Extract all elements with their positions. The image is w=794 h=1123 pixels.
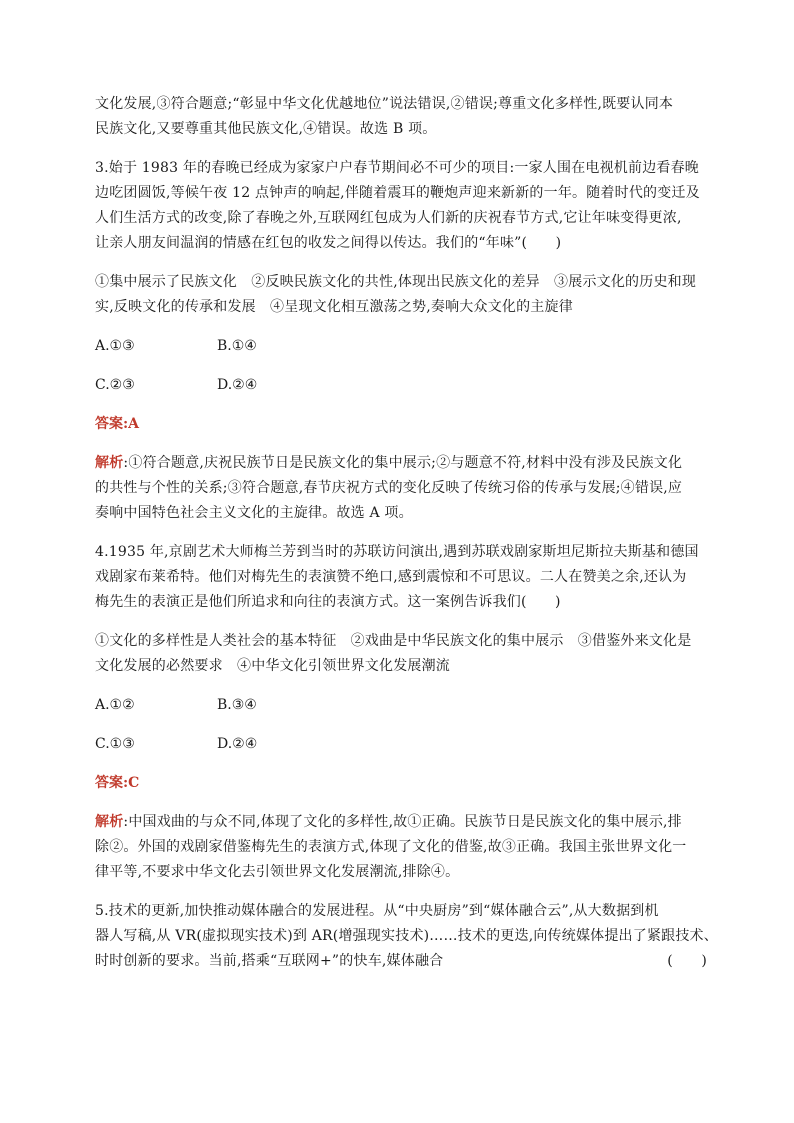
- q3-option-a: A.①③: [95, 338, 135, 354]
- q3-answer: [95, 412, 707, 437]
- text-line: [95, 810, 707, 835]
- text-line: 实,反映文化的传承和发展 ④呈现文化相互激荡之势,奏响大众文化的主旋律: [95, 299, 573, 315]
- text-line: 5.技术的更新,加快推动媒体融合的发展进程。从“中央厨房”到“媒体融合云”,从大数据到机: [95, 903, 659, 919]
- text-line: 4.1935 年,京剧艺术大师梅兰芳到当时的苏联访问演出,遇到苏联戏剧家斯坦尼斯拉夫斯基和德国: [95, 544, 699, 560]
- text-line: 梅先生的表演正是他们所追求和向往的表演方式。这一案例告诉我们( ): [95, 594, 561, 610]
- analysis-text: :中国戏曲的与众不同,体现了文化的多样性,故①正确。民族节日是民族文化的集中展示,排: [123, 814, 682, 830]
- answer-value: :A: [123, 416, 140, 432]
- q5-stem: [95, 899, 718, 974]
- text-line: ①文化的多样性是人类社会的基本特征 ②戏曲是中华民族文化的集中展示 ③借鉴外来文化是: [95, 633, 692, 649]
- text-line: 让亲人朋友间温润的情感在红包的收发之间得以传达。我们的“年味”( ): [95, 235, 562, 251]
- answer-label: 答案: [95, 416, 123, 432]
- text-line: ①集中展示了民族文化 ②反映民族文化的共性,体现出民族文化的差异 ③展示文化的历史和现: [95, 274, 697, 290]
- text-line: 民族文化,又要尊重其他民族文化,④错误。故选 B 项。: [95, 121, 437, 137]
- q4-option-d: D.②④: [217, 736, 258, 752]
- answer-label: 答案: [95, 775, 123, 791]
- text-line: 3.始于 1983 年的春晚已经成为家家户户春节期间必不可少的项目:一家人围在电视机前边看春晚: [95, 160, 700, 176]
- q4-option-b: B.③④: [217, 697, 257, 713]
- text-line: 人们生活方式的改变,除了春晚之外,互联网红包成为人们新的庆祝春节方式,它让年味变得更浓,: [95, 210, 682, 226]
- q3-options-row-1: [95, 334, 707, 359]
- text-line: 戏剧家布莱希特。他们对梅先生的表演赞不绝口,感到震惊和不可思议。二人在赞美之余,还认为: [95, 569, 687, 585]
- answer-value: :C: [123, 775, 140, 791]
- q4-option-a: A.①②: [95, 697, 135, 713]
- q4-option-c: C.①③: [95, 736, 135, 752]
- q3-option-d: D.②④: [217, 377, 258, 393]
- q3-analysis: [95, 451, 707, 526]
- q4-options-row-2: [95, 732, 707, 757]
- text-line: 文化发展的必然要求 ④中华文化引领世界文化发展潮流: [95, 658, 450, 674]
- q3-stem: [95, 156, 707, 256]
- q3-statements: [95, 270, 707, 320]
- text-line: [95, 949, 707, 974]
- text-line: 奏响中国特色社会主义文化的主旋律。故选 A 项。: [95, 505, 413, 521]
- analysis-label: 解析: [95, 455, 124, 471]
- text-line: [95, 451, 707, 476]
- analysis-label: 解析: [95, 814, 124, 830]
- q4-options-row-1: [95, 693, 707, 718]
- text-line-content: 时时创新的要求。当前,搭乘“互联网+”的快车,媒体融合: [95, 953, 444, 969]
- q3-options-row-2: [95, 373, 707, 398]
- q4-answer: [95, 771, 707, 796]
- text-line: 器人写稿,从 VR(虚拟现实技术)到 AR(增强现实技术)……技术的更迭,向传统媒体提出了紧跟技术、: [95, 928, 718, 944]
- answer-bracket: ( ): [667, 953, 707, 969]
- q4-stem: [95, 540, 707, 615]
- q3-option-b: B.①④: [217, 338, 257, 354]
- text-line: 边吃团圆饭,等候午夜 12 点钟声的响起,伴随着震耳的鞭炮声迎来新新的一年。随着时代的变迁及: [95, 185, 700, 201]
- q4-statements: [95, 629, 707, 679]
- intro-paragraph: [95, 92, 707, 142]
- q3-option-c: C.②③: [95, 377, 135, 393]
- text-line: 除②。外国的戏剧家借鉴梅先生的表演方式,体现了文化的借鉴,故③正确。我国主张世界文化一: [95, 839, 687, 855]
- text-line: 律平等,不要求中华文化去引领世界文化发展潮流,排除④。: [95, 864, 460, 880]
- analysis-text: :①符合题意,庆祝民族节日是民族文化的集中展示;②与题意不符,材料中没有涉及民族文化: [123, 455, 683, 471]
- text-line: 的共性与个性的关系;③符合题意,春节庆祝方式的变化反映了传统习俗的传承与发展;④错误,应: [95, 480, 683, 496]
- document-page: [95, 92, 718, 988]
- text-line: 文化发展,③符合题意;“彰显中华文化优越地位”说法错误,②错误;尊重文化多样性,既要认同本: [95, 96, 674, 112]
- q4-analysis: [95, 810, 707, 885]
